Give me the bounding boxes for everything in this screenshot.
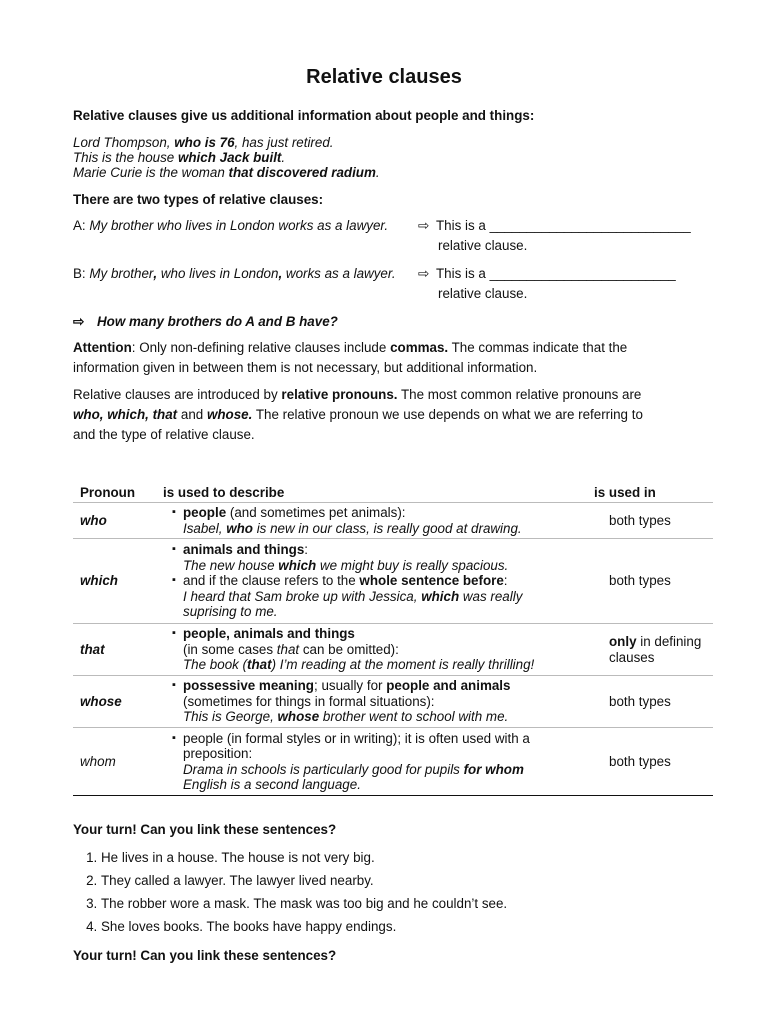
right-arrow-icon: ⇨ [418, 218, 430, 233]
usage-cell: both types [587, 676, 713, 728]
page-title: Relative clauses [306, 66, 462, 88]
description-cell: ▪ people, animals and things (in some cases that can be omitted): The book (that) I’m reading at the moment is really thrilling! [156, 624, 587, 676]
pronoun-cell: which [73, 539, 156, 624]
header-pronoun: Pronoun [73, 480, 156, 503]
list-item: 3. The robber wore a mask. The mask was too big and he couldn’t see. [101, 892, 507, 915]
question: ⇨ How many brothers do A and B have? [73, 314, 338, 329]
usage-cell: both types [587, 503, 713, 539]
example-2: This is the house which Jack built. [73, 150, 286, 165]
description-cell: ▪ people (and sometimes pet animals): Isabel, who is new in our class, is really good at drawing. [156, 503, 587, 539]
table-header-row [73, 480, 713, 503]
example-3: Marie Curie is the woman that discovered radium. [73, 165, 380, 180]
description-cell: ▪ possessive meaning; usually for people and animals (sometimes for things in formal situations): This is George, whose brother went to school with me. [156, 676, 587, 728]
attention-paragraph: Attention: Only non-defining relative clauses include commas. The commas indicate that the information given in between them is not necessary, but additional information. [73, 340, 628, 375]
pronoun-cell: whose [73, 676, 156, 728]
type-a-prompt: ⇨ This is a ___________________________ [418, 218, 691, 233]
types-heading: There are two types of relative clauses: [73, 192, 324, 207]
example-1: Lord Thompson, who is 76, has just retired. [73, 135, 334, 150]
usage-cell: both types [587, 728, 713, 796]
header-used-in: is used in [587, 480, 713, 503]
type-b-line: B: My brother, who lives in London, works as a lawyer. [73, 266, 396, 281]
list-item: 4. She loves books. The books have happy endings. [101, 915, 507, 938]
table-row [73, 728, 713, 796]
pronoun-cell: that [73, 624, 156, 676]
usage-cell: only in defining clauses [587, 624, 713, 676]
table-row [73, 539, 713, 624]
type-a-continuation: relative clause. [438, 238, 528, 253]
pronoun-table [73, 480, 713, 796]
type-a-line: A: My brother who lives in London works as a lawyer. [73, 218, 389, 233]
description-cell: ▪ animals and things: The new house which we might buy is really spacious. ▪ and if the clause refers to the whole sentence before: I heard that Sam broke up with Jessica, which was really suprising to me. [156, 539, 587, 624]
intro-text: Relative clauses give us additional information about people and things: [73, 108, 535, 123]
description-cell: ▪ people (in formal styles or in writing); it is often used with a preposition: Drama in schools is particularly good for pupils for whom English is a second language. [156, 728, 587, 796]
pronoun-cell: whom [73, 728, 156, 796]
pronouns-paragraph: Relative clauses are introduced by relative pronouns. The most common relative pronouns are who, which, that and whose. The relative pronoun we use depends on what we are referring to and the type of relative clause. [73, 387, 643, 442]
right-arrow-icon: ⇨ [73, 314, 85, 329]
list-item: 2. They called a lawyer. The lawyer lived nearby. [101, 869, 507, 892]
list-item: 1. He lives in a house. The house is not very big. [101, 846, 507, 869]
table-row [73, 503, 713, 539]
your-turn-heading-2: Your turn! Can you link these sentences? [73, 948, 337, 963]
table-row [73, 624, 713, 676]
type-b-prompt: ⇨ This is a _________________________ [418, 266, 676, 281]
type-b-continuation: relative clause. [438, 286, 528, 301]
pronoun-cell: who [73, 503, 156, 539]
table-row [73, 676, 713, 728]
your-turn-heading: Your turn! Can you link these sentences? [73, 822, 337, 837]
exercise-list [73, 846, 507, 938]
header-describe: is used to describe [156, 480, 587, 503]
right-arrow-icon: ⇨ [418, 266, 430, 281]
usage-cell: both types [587, 539, 713, 624]
